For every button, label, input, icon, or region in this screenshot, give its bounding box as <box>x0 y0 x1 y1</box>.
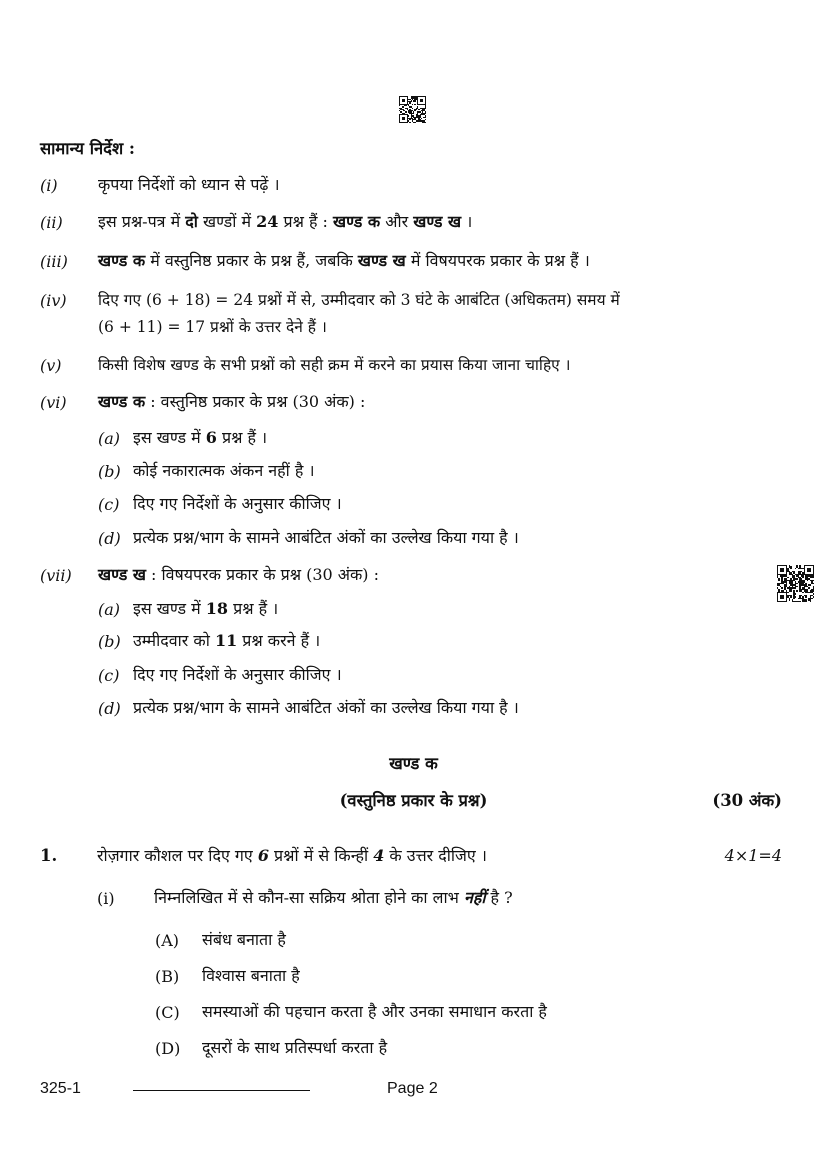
instruction-text-continued: (6 + 11) = 17 प्रश्नों के उत्तर देने हैं । <box>98 318 327 336</box>
sub-item-number: (a) <box>98 429 121 448</box>
section-title: खण्ड क <box>389 754 438 773</box>
option-label: (C) <box>155 1003 180 1022</box>
question-number: 1. <box>40 846 58 865</box>
instruction-text: दिए गए (6 + 18) = 24 प्रश्नों में से, उम्मीदवार को 3 घंटे के आबंटित (अधिकतम) समय में <box>98 291 620 309</box>
instruction-text: कृपया निर्देशों को ध्यान से पढ़ें । <box>98 175 280 194</box>
sub-item-text: प्रत्येक प्रश्न/भाग के सामने आबंटित अंकों का उल्लेख किया गया है । <box>133 528 519 547</box>
sub-question-text: निम्नलिखित में से कौन-सा सक्रिय श्रोता होने का लाभ नहीं है ? <box>154 888 513 907</box>
instruction-text: किसी विशेष खण्ड के सभी प्रश्नों को सही क्रम में करने का प्रयास किया जाना चाहिए । <box>98 356 571 374</box>
instruction-text: खण्ड ख : विषयपरक प्रकार के प्रश्न (30 अंक) : <box>98 565 380 584</box>
sub-item-text: दिए गए निर्देशों के अनुसार कीजिए । <box>133 665 342 684</box>
instruction-text: खण्ड क : वस्तुनिष्ठ प्रकार के प्रश्न (30 अंक) : <box>98 392 366 411</box>
item-number: (iv) <box>40 291 67 310</box>
option-text: समस्याओं की पहचान करता है और उनका समाधान करता है <box>202 1002 547 1021</box>
instructions-title: सामान्य निर्देश : <box>40 139 135 158</box>
qr-code-icon <box>777 565 814 602</box>
sub-item-text: उम्मीदवार को 11 प्रश्न करने हैं । <box>133 631 321 650</box>
qr-code-icon <box>399 96 426 123</box>
option-label: (B) <box>155 967 180 986</box>
option-text: संबंध बनाता है <box>202 930 286 949</box>
instruction-text: खण्ड क में वस्तुनिष्ठ प्रकार के प्रश्न हैं, जबकि खण्ड ख में विषयपरक प्रकार के प्रश्न हैं । <box>98 251 590 270</box>
question-text: रोज़गार कौशल पर दिए गए 6 प्रश्नों में से किन्हीं 4 के उत्तर दीजिए । <box>97 846 487 865</box>
page-number: Page 2 <box>387 1080 438 1097</box>
item-number: (v) <box>40 356 62 375</box>
item-number: (iii) <box>40 252 68 271</box>
footer-divider <box>133 1090 310 1091</box>
instruction-text: इस प्रश्न-पत्र में दो खण्डों में 24 प्रश्न हैं : खण्ड क और खण्ड ख । <box>98 212 473 231</box>
sub-item-number: (b) <box>98 632 121 651</box>
option-label: (D) <box>155 1039 181 1058</box>
sub-item-number: (a) <box>98 600 121 619</box>
option-text: दूसरों के साथ प्रतिस्पर्धा करता है <box>202 1038 388 1057</box>
item-number: (vii) <box>40 566 72 585</box>
question-marks: 4×1=4 <box>724 846 782 865</box>
item-number: (vi) <box>40 393 67 412</box>
option-text: विश्वास बनाता है <box>202 966 300 985</box>
sub-item-number: (c) <box>98 495 120 514</box>
sub-item-text: इस खण्ड में 6 प्रश्न हैं । <box>133 428 268 447</box>
sub-item-number: (b) <box>98 462 121 481</box>
sub-item-text: कोई नकारात्मक अंकन नहीं है । <box>133 461 315 480</box>
sub-item-text: दिए गए निर्देशों के अनुसार कीजिए । <box>133 494 342 513</box>
sub-item-text: इस खण्ड में 18 प्रश्न हैं । <box>133 599 279 618</box>
sub-question-number: (i) <box>97 889 115 908</box>
item-number: (ii) <box>40 213 63 232</box>
section-marks: (30 अंक) <box>712 791 782 810</box>
sub-item-number: (c) <box>98 666 120 685</box>
option-label: (A) <box>155 931 180 950</box>
section-subtitle: (वस्तुनिष्ठ प्रकार के प्रश्न) <box>339 791 488 810</box>
paper-code: 325-1 <box>40 1080 81 1097</box>
sub-item-text: प्रत्येक प्रश्न/भाग के सामने आबंटित अंकों का उल्लेख किया गया है । <box>133 698 519 717</box>
sub-item-number: (d) <box>98 529 121 548</box>
sub-item-number: (d) <box>98 699 121 718</box>
item-number: (i) <box>40 176 58 195</box>
